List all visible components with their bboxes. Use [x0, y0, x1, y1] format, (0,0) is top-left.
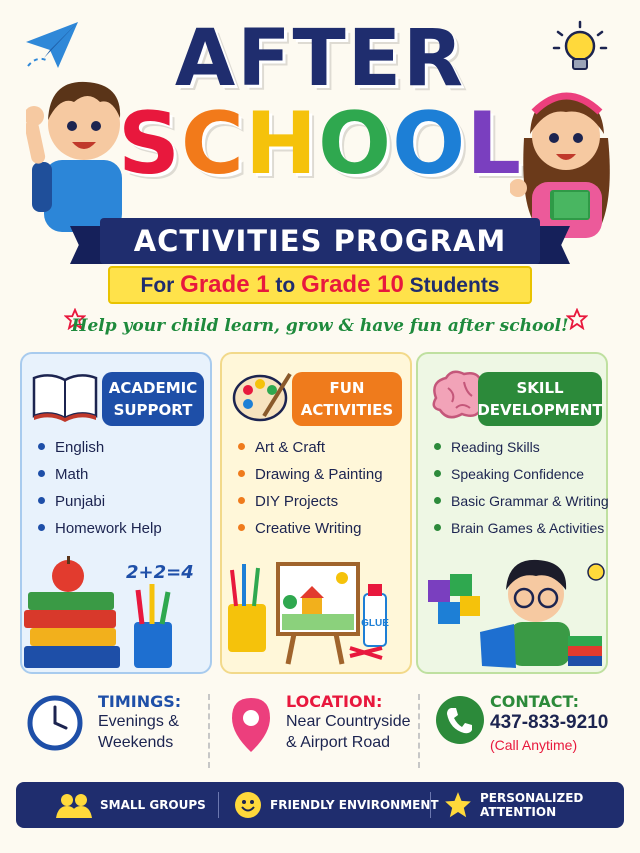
- feature-label-line1: PERSONALIZED: [480, 791, 584, 805]
- grade-banner: [108, 266, 532, 304]
- open-book-icon: [30, 368, 100, 424]
- clock-icon: [26, 694, 84, 752]
- tagline: Help your child learn, grow & have fun after school!: [71, 316, 569, 336]
- timings-line2: Weekends: [98, 734, 174, 751]
- grade-suffix: Students: [409, 274, 500, 297]
- list-item: English: [38, 434, 162, 461]
- timings-title: TIMINGS:: [98, 692, 182, 711]
- title-letter: O: [318, 94, 393, 194]
- academic-list: [38, 434, 162, 542]
- group-icon: [56, 792, 92, 818]
- card-title-line2: ACTIVITIES: [300, 401, 394, 419]
- list-item: Punjabi: [38, 488, 162, 515]
- list-item: DIY Projects: [238, 488, 383, 515]
- math-sum-text: 2+2=4: [126, 562, 194, 583]
- boy-reading-illustration: [418, 544, 608, 672]
- card-title-line1: ACADEMIC: [108, 379, 198, 397]
- book-stack-illustration: [22, 554, 212, 674]
- title-letter: S: [117, 94, 181, 194]
- location-line1: Near Countryside: [286, 713, 411, 730]
- title-letter: O: [392, 94, 467, 194]
- title-letter: L: [466, 94, 523, 194]
- fun-activities-heading: [292, 372, 402, 426]
- feature-divider: [218, 792, 219, 818]
- list-item: Creative Writing: [238, 515, 383, 542]
- list-item: Art & Craft: [238, 434, 383, 461]
- feature-label: SMALL GROUPS: [100, 798, 206, 812]
- grade-mid: to: [275, 274, 296, 297]
- card-title-line2: SUPPORT: [113, 401, 193, 419]
- academic-support-heading: [102, 372, 204, 426]
- title-after: AFTER: [174, 14, 466, 104]
- activities-program-ribbon: ACTIVITIES PROGRAM: [100, 218, 540, 264]
- feature-friendly-environment: [234, 782, 439, 828]
- list-item: Reading Skills: [434, 434, 609, 461]
- fun-list: [238, 434, 383, 542]
- skill-development-card: [416, 352, 608, 674]
- info-divider: [418, 694, 420, 768]
- feature-label: [480, 791, 583, 819]
- contact-phone: 437-833-9210: [490, 712, 609, 733]
- contact-title: CONTACT:: [490, 692, 579, 711]
- grade-prefix: For: [140, 274, 175, 297]
- location-info: [286, 692, 411, 772]
- feature-small-groups: [56, 782, 206, 828]
- skill-list: [434, 434, 609, 542]
- info-divider: [208, 694, 210, 768]
- list-item: Math: [38, 461, 162, 488]
- smiley-icon: [234, 791, 262, 819]
- location-title: LOCATION:: [286, 692, 383, 711]
- title-letter: H: [245, 94, 319, 194]
- list-item: Homework Help: [38, 515, 162, 542]
- list-item: Brain Games & Activities: [434, 515, 609, 542]
- list-item: Drawing & Painting: [238, 461, 383, 488]
- grade-to: Grade 10: [301, 271, 404, 298]
- list-item: Basic Grammar & Writing: [434, 488, 609, 515]
- contact-info: [490, 692, 608, 772]
- timings-line1: Evenings &: [98, 713, 179, 730]
- fun-activities-card: [220, 352, 412, 674]
- glue-label: GLUE: [361, 618, 389, 629]
- contact-note: (Call Anytime): [490, 737, 578, 753]
- title-school: [0, 94, 640, 194]
- location-pin-icon: [228, 694, 274, 758]
- feature-label-line2: ATTENTION: [480, 805, 557, 819]
- paint-palette-icon: [230, 368, 294, 424]
- phone-icon: [434, 694, 486, 746]
- grade-from: Grade 1: [180, 271, 270, 298]
- title-letter: C: [180, 94, 246, 194]
- location-line2: & Airport Road: [286, 734, 391, 751]
- card-title-line2: DEVELOPMENT: [477, 401, 603, 419]
- list-item: Speaking Confidence: [434, 461, 609, 488]
- art-easel-illustration: [222, 544, 412, 672]
- features-bar: [16, 782, 624, 828]
- feature-label: FRIENDLY ENVIRONMENT: [270, 798, 439, 812]
- academic-support-card: [20, 352, 212, 674]
- star-icon: [444, 791, 472, 819]
- card-title-line1: FUN: [329, 379, 365, 397]
- feature-divider: [430, 792, 431, 818]
- feature-personalized-attention: [444, 782, 583, 828]
- timings-info: [98, 692, 181, 772]
- skill-development-heading: [478, 372, 602, 426]
- card-title-line1: SKILL: [516, 379, 564, 397]
